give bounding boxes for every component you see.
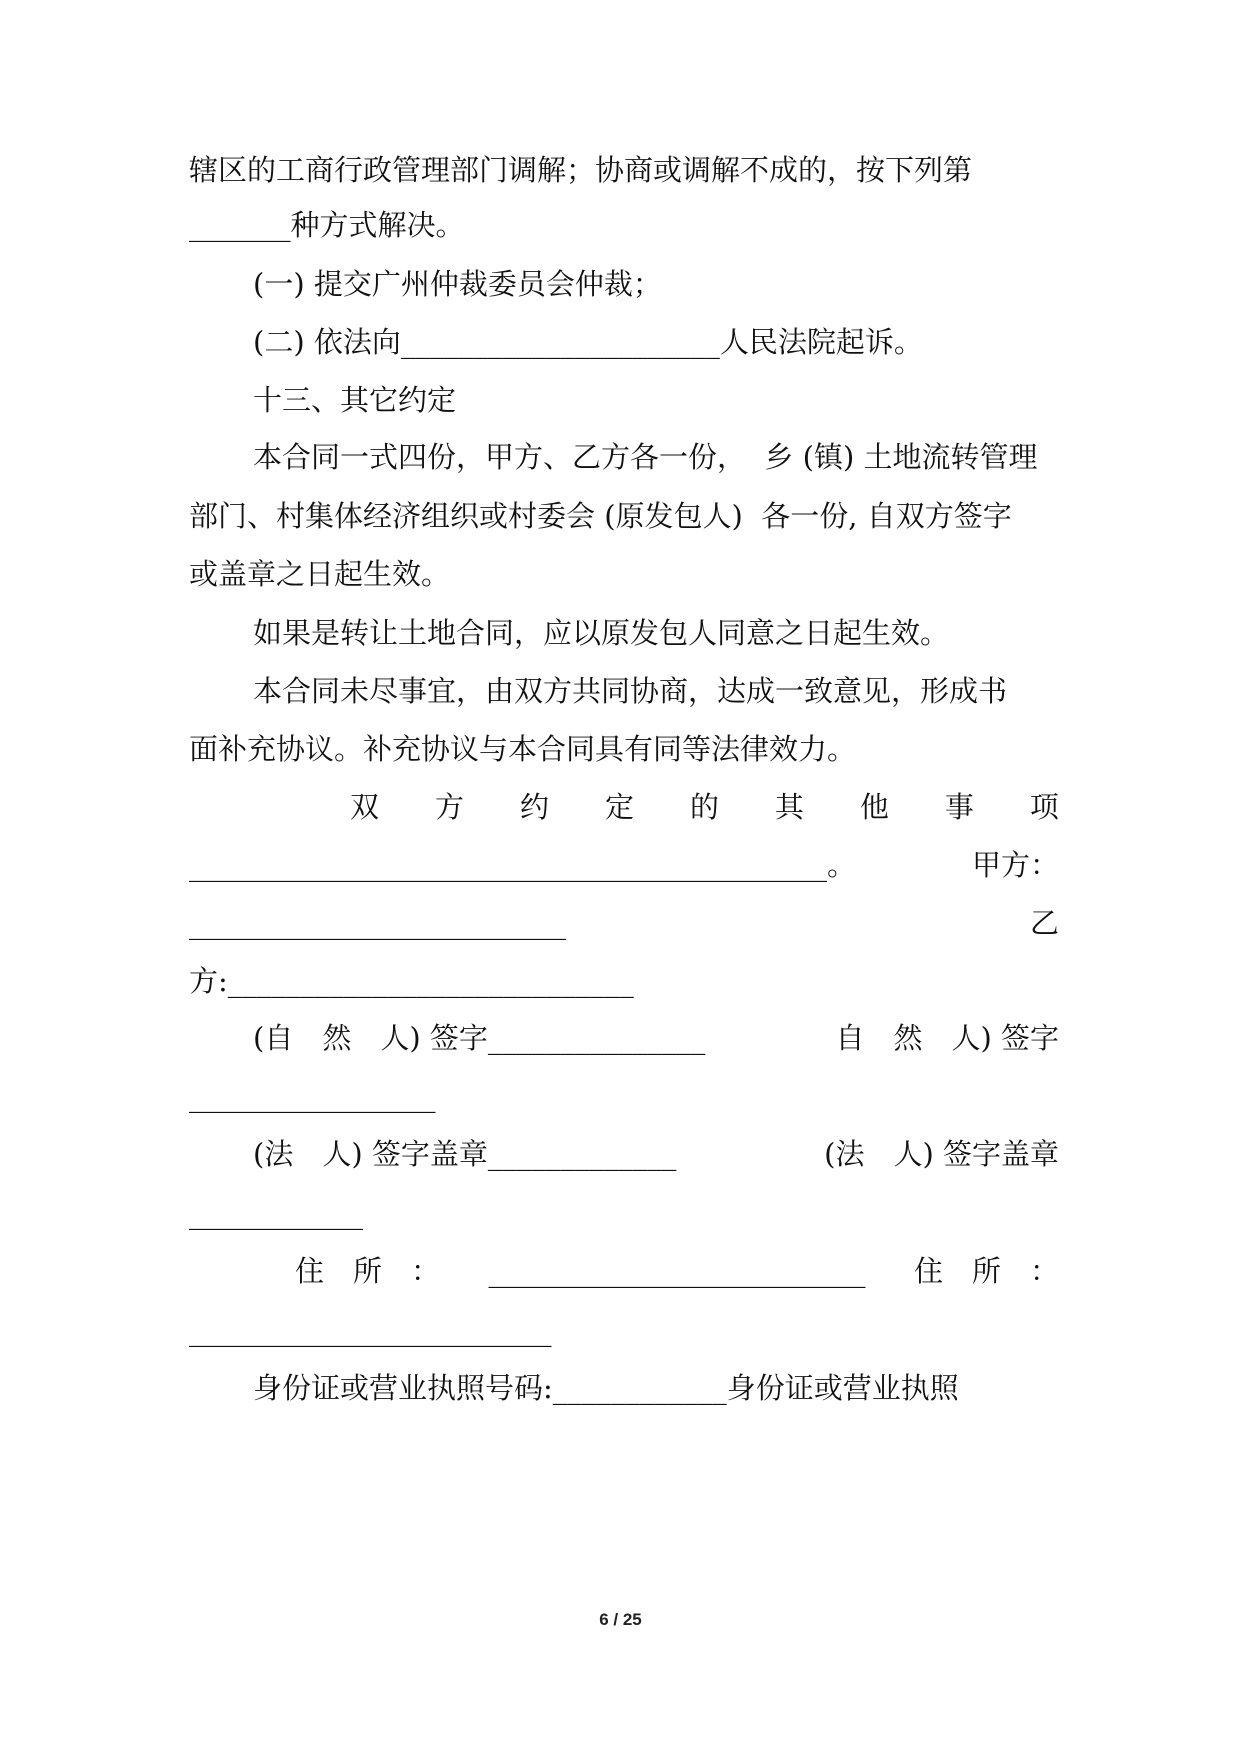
section-heading: 十三、其它约定 [253,383,457,417]
char: 他 [859,790,889,824]
court-option: (二) 依法向______________________人民法院起诉。 [253,325,923,359]
id-number-line: 身份证或营业执照号码:____________身份证或营业执照 [253,1371,959,1405]
blank-field: ____________ [189,1196,363,1230]
char: 其 [774,790,804,824]
paragraph-line: 部门、村集体经济组织或村委会 (原发包人) 各一份, 自双方签字 [189,499,1012,533]
party-b-label: 乙 [1029,906,1059,940]
char: 定 [604,790,634,824]
address-line [295,1251,1059,1291]
party-a-line [189,845,1059,885]
arbitration-option: (一) 提交广州仲裁委员会仲裁； [253,267,662,301]
blank-field: ____________________________________________。 [189,848,857,882]
paragraph-line: 面补充协议。补充协议与本合同具有同等法律效力。 [189,732,857,766]
natural-sign-left: (自 然 人) 签字_______________ [253,1021,706,1055]
natural-sign-right: 自 然 人) 签字 [835,1021,1059,1055]
page-number: 6 / 25 [599,1610,642,1629]
blank-field: __________________________ [189,906,566,940]
party-b-line [189,903,1059,943]
char: 双 [350,790,380,824]
other-items-heading [350,787,1059,827]
paragraph-line: _______种方式解决。 [189,208,465,242]
legal-sign-right: (法 人) 签字盖章 [824,1137,1059,1171]
blank-field: _________________ [189,1079,436,1113]
legal-sign-left: (法 人) 签字盖章_____________ [253,1137,677,1171]
legal-person-sign-line [253,1134,1059,1174]
blank-field: _________________________ [189,1313,552,1347]
party-a-label: 甲方： [971,848,1059,882]
paragraph-line: 本合同一式四份，甲方、乙方各一份， 乡 (镇) 土地流转管理 [253,440,1038,474]
paragraph-line: 辖区的工商行政管理部门调解；协商或调解不成的，按下列第 [189,153,973,187]
paragraph-line: 本合同未尽事宜，由双方共同协商，达成一致意见，形成书 [253,674,1008,708]
char: 事 [944,790,974,824]
address-label: 住 所 ： [913,1254,1059,1288]
char: 方 [434,790,464,824]
natural-person-sign-line [253,1018,1059,1058]
address-label: 住 所 ： [295,1254,441,1288]
party-b-continuation: 方:____________________________ [189,964,634,998]
char: 项 [1029,790,1059,824]
paragraph-line: 如果是转让土地合同，应以原发包人同意之日起生效。 [253,616,950,650]
char: 的 [689,790,719,824]
paragraph-line: 或盖章之日起生效。 [189,557,451,591]
char: 约 [519,790,549,824]
blank-field: __________________________ [488,1254,866,1288]
